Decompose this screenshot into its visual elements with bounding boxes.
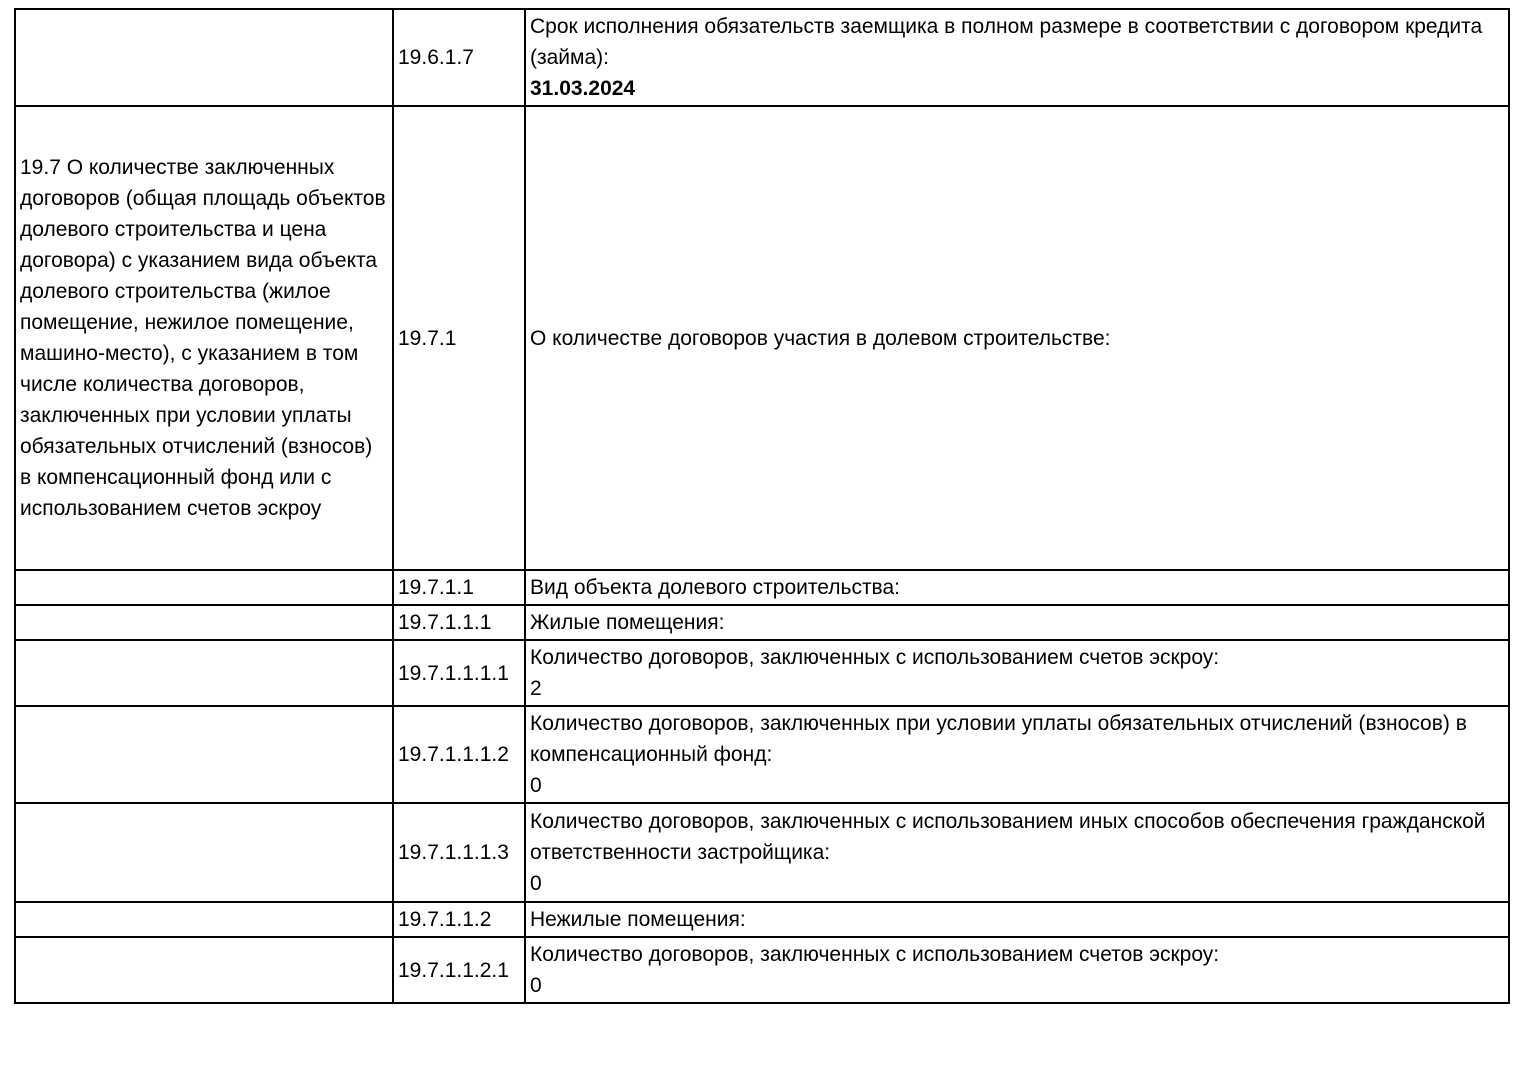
table-row	[15, 605, 1509, 640]
table-row	[15, 106, 1509, 570]
table-body	[15, 9, 1509, 1003]
section-number: 19.7.1.1.1.3	[398, 841, 509, 864]
section-number: 19.7.1.1.1	[398, 611, 492, 634]
row-content-cell	[525, 106, 1509, 570]
content-text: О количестве договоров участия в долевом строительстве:	[530, 326, 1111, 350]
row-topic-cell	[15, 640, 393, 706]
section-number: 19.7.1.1	[398, 576, 474, 599]
row-topic-cell	[15, 706, 393, 803]
row-content-cell	[525, 803, 1509, 902]
table-row	[15, 570, 1509, 605]
content-text: Количество договоров, заключенных при условии уплаты обязательных отчислений (взносов) в компенсационный фонд:	[530, 712, 1467, 766]
section-number: 19.7.1.1.1.2	[398, 743, 509, 766]
row-content-cell	[525, 902, 1509, 937]
content-text: Нежилые помещения:	[530, 908, 746, 931]
content-value: 0	[530, 974, 542, 997]
row-content-cell	[525, 937, 1509, 1003]
row-topic-cell	[15, 937, 393, 1003]
content-value: 0	[530, 872, 542, 895]
row-number-cell	[393, 706, 525, 803]
content-value: 31.03.2024	[530, 77, 636, 100]
declaration-table	[14, 8, 1510, 1004]
row-topic-cell	[15, 902, 393, 937]
content-text: Количество договоров, заключенных с использованием иных способов обеспечения гражданской ответственности застройщика:	[530, 810, 1486, 864]
row-number-cell	[393, 937, 525, 1003]
row-topic-cell	[15, 9, 393, 106]
row-content-cell	[525, 605, 1509, 640]
row-number-cell	[393, 106, 525, 570]
content-text: Вид объекта долевого строительства:	[530, 576, 900, 599]
row-content-cell	[525, 570, 1509, 605]
table-row	[15, 803, 1509, 902]
section-number: 19.7.1	[398, 326, 457, 350]
content-text: Количество договоров, заключенных с использованием счетов эскроу:	[530, 943, 1220, 966]
row-content-cell	[525, 9, 1509, 106]
row-number-cell	[393, 570, 525, 605]
row-number-cell	[393, 9, 525, 106]
section-number: 19.7.1.1.2.1	[398, 958, 509, 982]
table-row	[15, 937, 1509, 1003]
row-number-cell	[393, 803, 525, 902]
section-number: 19.7.1.1.2	[398, 908, 492, 931]
section-number: 19.7.1.1.1.1	[398, 661, 509, 685]
row-topic-cell	[15, 106, 393, 570]
row-topic-cell	[15, 803, 393, 902]
table-row	[15, 706, 1509, 803]
row-number-cell	[393, 605, 525, 640]
row-content-cell	[525, 706, 1509, 803]
table-row	[15, 9, 1509, 106]
content-value: 2	[530, 677, 542, 700]
content-text: Срок исполнения обязательств заемщика в полном размере в соответствии с договором кредита (займа):	[530, 15, 1483, 69]
topic-text: 19.7 О количестве заключенных договоров (общая площадь объектов долевого строительства и цена договора) с указанием вида объекта долевого строительства (жилое помещение, нежилое помещение, машино-место), с указанием в том числе количества договоров, заключенных при условии уплаты обязательных отчислений (взносов) в компенсационный фонд или с использованием счетов эскроу	[20, 156, 386, 520]
row-topic-cell	[15, 570, 393, 605]
row-content-cell	[525, 640, 1509, 706]
row-topic-cell	[15, 605, 393, 640]
table-row	[15, 902, 1509, 937]
section-number: 19.6.1.7	[398, 46, 474, 69]
content-text: Жилые помещения:	[530, 611, 725, 634]
content-text: Количество договоров, заключенных с использованием счетов эскроу:	[530, 646, 1220, 669]
row-number-cell	[393, 902, 525, 937]
table-row	[15, 640, 1509, 706]
row-number-cell	[393, 640, 525, 706]
content-value: 0	[530, 774, 542, 797]
